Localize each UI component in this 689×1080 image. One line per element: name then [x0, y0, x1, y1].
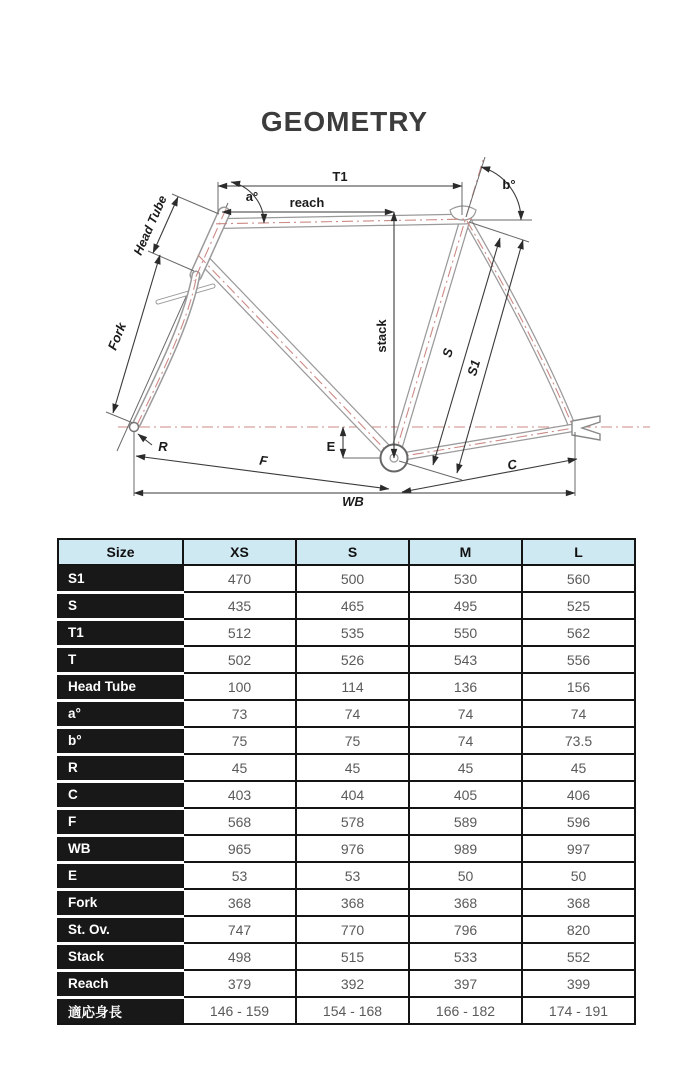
value-cell: 404: [296, 781, 409, 808]
value-cell: 556: [522, 646, 635, 673]
table-row: [58, 970, 635, 997]
value-cell: 512: [183, 619, 296, 646]
value-cell: 74: [296, 700, 409, 727]
value-cell: 502: [183, 646, 296, 673]
value-cell: 820: [522, 916, 635, 943]
c-dimension: [402, 459, 577, 492]
table-row: [58, 592, 635, 619]
table-row: [58, 754, 635, 781]
header-cell: L: [522, 539, 635, 565]
header-cell: Size: [58, 539, 183, 565]
frame-geometry-svg: [0, 155, 689, 515]
value-cell: 500: [296, 565, 409, 592]
table-row: [58, 781, 635, 808]
value-cell: 515: [296, 943, 409, 970]
s-label: S: [439, 346, 457, 359]
value-cell: 495: [409, 592, 522, 619]
e-label: E: [326, 439, 336, 454]
value-cell: 74: [409, 727, 522, 754]
value-cell: 50: [409, 862, 522, 889]
row-label: R: [58, 754, 183, 781]
t1-label: T1: [332, 169, 348, 184]
header-cell: M: [409, 539, 522, 565]
value-cell: 405: [409, 781, 522, 808]
table-row: [58, 619, 635, 646]
value-cell: 526: [296, 646, 409, 673]
value-cell: 525: [522, 592, 635, 619]
row-label: a°: [58, 700, 183, 727]
row-label: WB: [58, 835, 183, 862]
value-cell: 560: [522, 565, 635, 592]
rear-dropout: [572, 416, 600, 440]
f-label: F: [258, 452, 269, 469]
frame-geometry-diagram: [0, 155, 689, 515]
value-cell: 74: [522, 700, 635, 727]
row-label: F: [58, 808, 183, 835]
row-label: T: [58, 646, 183, 673]
value-cell: 146 - 159: [183, 997, 296, 1024]
table-row: [58, 862, 635, 889]
value-cell: 368: [183, 889, 296, 916]
row-label: Reach: [58, 970, 183, 997]
stack-label: stack: [374, 319, 389, 353]
table-row: [58, 565, 635, 592]
value-cell: 562: [522, 619, 635, 646]
value-cell: 379: [183, 970, 296, 997]
row-label: Fork: [58, 889, 183, 916]
fork-label: Fork: [104, 320, 130, 353]
table-row: [58, 646, 635, 673]
value-cell: 368: [296, 889, 409, 916]
value-cell: 45: [296, 754, 409, 781]
geometry-table: [57, 538, 636, 1025]
value-cell: 100: [183, 673, 296, 700]
value-cell: 568: [183, 808, 296, 835]
value-cell: 976: [296, 835, 409, 862]
value-cell: 53: [183, 862, 296, 889]
value-cell: 156: [522, 673, 635, 700]
value-cell: 45: [183, 754, 296, 781]
a-angle-label: a°: [245, 189, 259, 204]
value-cell: 45: [409, 754, 522, 781]
r-label: R: [158, 439, 168, 454]
value-cell: 435: [183, 592, 296, 619]
row-label: 適応身長: [58, 997, 183, 1024]
value-cell: 75: [183, 727, 296, 754]
value-cell: 965: [183, 835, 296, 862]
value-cell: 397: [409, 970, 522, 997]
value-cell: 578: [296, 808, 409, 835]
value-cell: 45: [522, 754, 635, 781]
seat-clamp: [450, 206, 476, 220]
table-body: [58, 565, 635, 1024]
value-cell: 535: [296, 619, 409, 646]
wb-label: WB: [342, 494, 364, 509]
row-label: Head Tube: [58, 673, 183, 700]
table-row: [58, 700, 635, 727]
value-cell: 989: [409, 835, 522, 862]
value-cell: 596: [522, 808, 635, 835]
header-cell: XS: [183, 539, 296, 565]
row-label: E: [58, 862, 183, 889]
bike-frame-tubes: [137, 206, 572, 458]
value-cell: 114: [296, 673, 409, 700]
value-cell: 392: [296, 970, 409, 997]
c-label: C: [506, 456, 519, 473]
value-cell: 770: [296, 916, 409, 943]
s1-label: S1: [464, 358, 484, 378]
value-cell: 368: [522, 889, 635, 916]
value-cell: 399: [522, 970, 635, 997]
value-cell: 73.5: [522, 727, 635, 754]
row-label: S: [58, 592, 183, 619]
b-angle-arc: [481, 167, 521, 220]
table-row: [58, 916, 635, 943]
value-cell: 589: [409, 808, 522, 835]
table-row: [58, 997, 635, 1024]
value-cell: 50: [522, 862, 635, 889]
value-cell: 533: [409, 943, 522, 970]
r-dimension: [138, 434, 152, 445]
value-cell: 470: [183, 565, 296, 592]
row-label: b°: [58, 727, 183, 754]
value-cell: 530: [409, 565, 522, 592]
row-label: T1: [58, 619, 183, 646]
value-cell: 403: [183, 781, 296, 808]
row-label: St. Ov.: [58, 916, 183, 943]
value-cell: 796: [409, 916, 522, 943]
value-cell: 543: [409, 646, 522, 673]
row-label: Stack: [58, 943, 183, 970]
table-row: [58, 943, 635, 970]
table-row: [58, 808, 635, 835]
table-row: [58, 727, 635, 754]
value-cell: 465: [296, 592, 409, 619]
value-cell: 747: [183, 916, 296, 943]
table-row: [58, 835, 635, 862]
table-row: [58, 673, 635, 700]
row-label: C: [58, 781, 183, 808]
value-cell: 406: [522, 781, 635, 808]
value-cell: 174 - 191: [522, 997, 635, 1024]
header-cell: S: [296, 539, 409, 565]
value-cell: 75: [296, 727, 409, 754]
value-cell: 550: [409, 619, 522, 646]
value-cell: 552: [522, 943, 635, 970]
front-dropout: [130, 423, 139, 432]
header-row: [58, 539, 635, 565]
value-cell: 166 - 182: [409, 997, 522, 1024]
reach-label: reach: [289, 195, 325, 210]
table-row: [58, 889, 635, 916]
row-label: S1: [58, 565, 183, 592]
value-cell: 368: [409, 889, 522, 916]
page-title: GEOMETRY: [260, 106, 429, 137]
value-cell: 997: [522, 835, 635, 862]
value-cell: 73: [183, 700, 296, 727]
value-cell: 136: [409, 673, 522, 700]
value-cell: 53: [296, 862, 409, 889]
head-tube-label: Head Tube: [131, 193, 170, 258]
value-cell: 74: [409, 700, 522, 727]
value-cell: 498: [183, 943, 296, 970]
b-angle-label: b°: [502, 177, 516, 192]
geometry-table-section: [57, 538, 636, 1025]
value-cell: 154 - 168: [296, 997, 409, 1024]
